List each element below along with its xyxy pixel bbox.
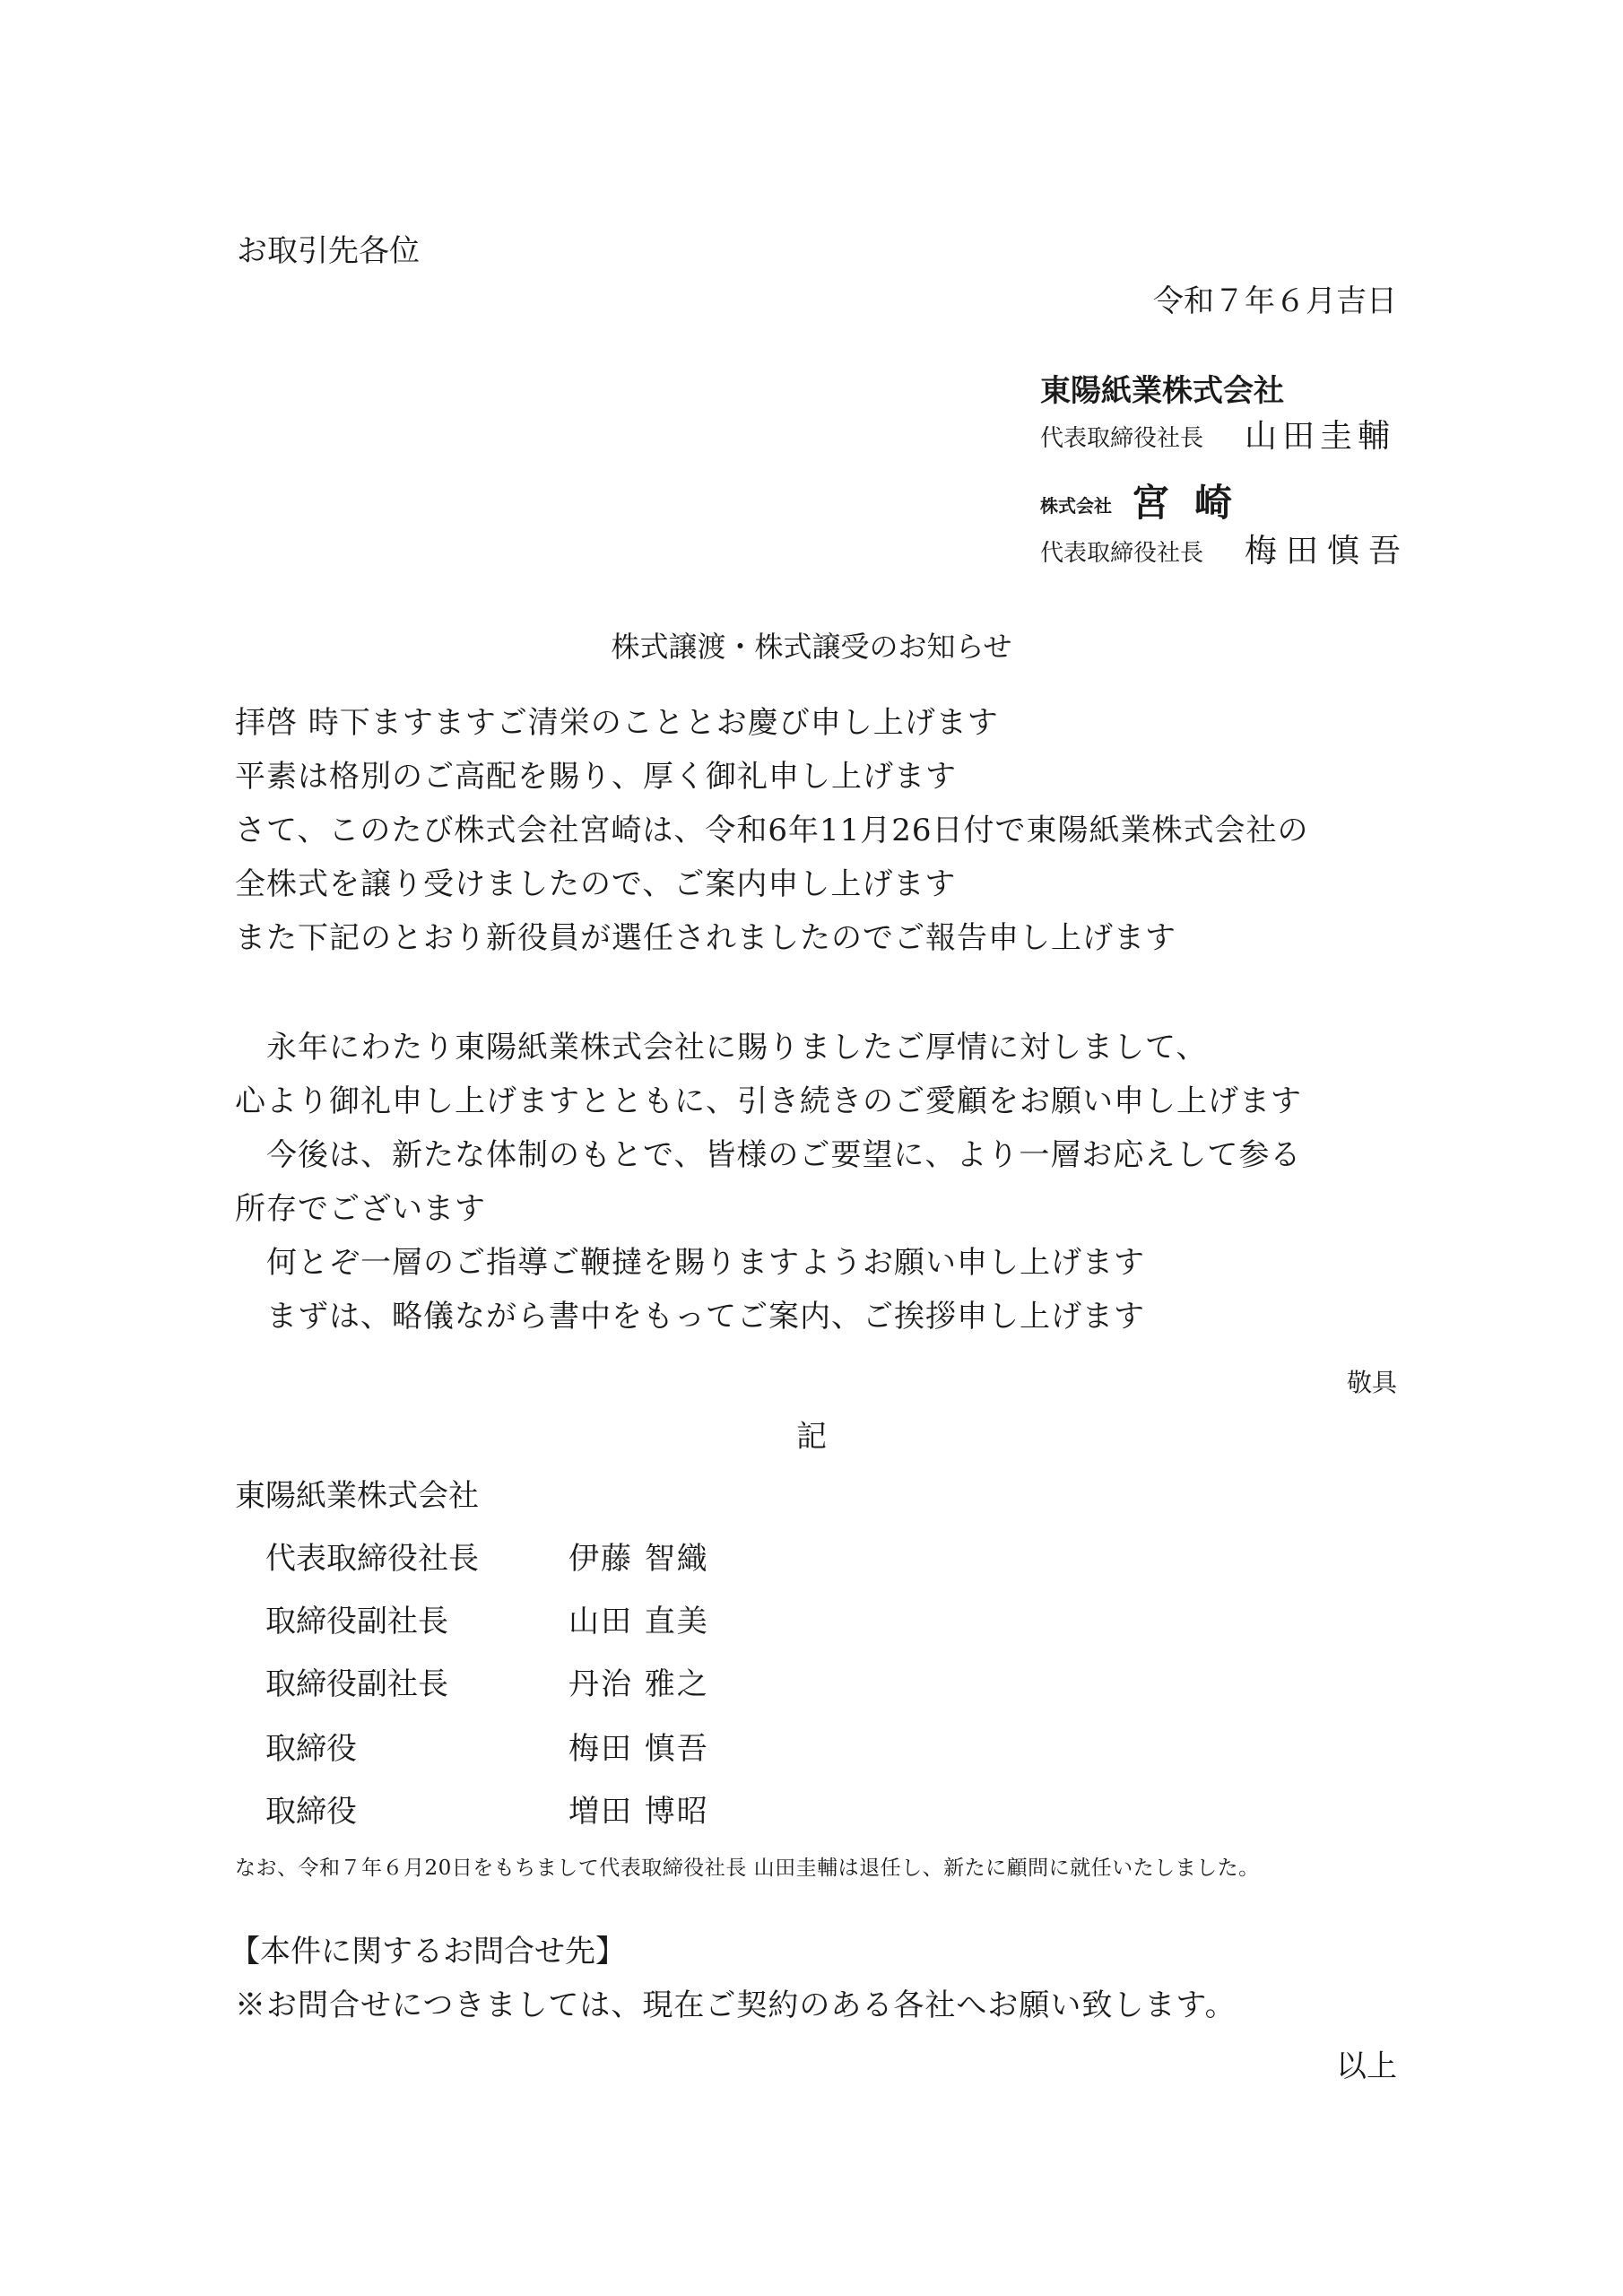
sender-2-title: 代表取締役社長 — [1040, 540, 1204, 567]
sender-1-company: 東陽紙業株式会社 — [1040, 373, 1284, 409]
sender-1-title: 代表取締役社長 — [1040, 425, 1204, 452]
body-line: 全株式を譲り受けましたので、ご案内申し上げます — [235, 866, 957, 902]
roster-name: 梅田 慎吾 — [568, 1731, 709, 1767]
body-line: まずは、略儀ながら書中をもってご案内、ご挨拶申し上げます — [235, 1299, 1145, 1335]
inquiry-text: ※お問合せにつきましては、現在ご契約のある各社へお願い致します。 — [235, 1987, 1237, 2023]
ki-heading: 記 — [796, 1419, 827, 1455]
body-line: 今後は、新たな体制のもとで、皆様のご要望に、より一層お応えして参る — [235, 1137, 1302, 1173]
roster-role: 取締役副社長 — [265, 1604, 448, 1639]
recipient-line: お取引先各位 — [237, 233, 420, 269]
retirement-note: なお、令和７年６月20日をもちまして代表取締役社長 山田圭輔は退任し、新たに顧問に就任いたしました。 — [235, 1857, 1260, 1880]
sender-2-company-name: 宮崎 — [1132, 481, 1258, 525]
closing-ijo: 以上 — [1336, 2048, 1397, 2084]
sender-1-name: 山田圭輔 — [1245, 418, 1396, 455]
body-line: また下記のとおり新役員が選任されましたのでご報告申し上げます — [235, 920, 1176, 956]
inquiry-heading: 【本件に関するお問合せ先】 — [230, 1934, 626, 1970]
body-line: 何とぞ一層のご指導ご鞭撻を賜りますようお願い申し上げます — [235, 1245, 1145, 1281]
roster-role: 取締役 — [265, 1794, 357, 1830]
body-line: 心より御礼申し上げますとともに、引き続きのご愛顧をお願い申し上げます — [235, 1083, 1302, 1119]
roster-name: 丹治 雅之 — [568, 1666, 709, 1702]
notice-title: 株式譲渡・株式譲受のお知らせ — [611, 630, 1012, 664]
body-line: さて、このたび株式会社宮崎は、令和6年11月26日付で東陽紙業株式会社の — [235, 813, 1309, 848]
sender-2-name: 梅田慎吾 — [1245, 533, 1410, 570]
body-line: 所存でございます — [235, 1191, 486, 1227]
roster-name: 伊藤 智織 — [568, 1541, 709, 1577]
roster-name: 山田 直美 — [568, 1604, 709, 1639]
sender-2-company-prefix: 株式会社 — [1040, 495, 1112, 517]
roster-name: 増田 博昭 — [568, 1794, 709, 1830]
issue-date: 令和７年６月吉日 — [1153, 283, 1397, 319]
body-line: 拝啓 時下ますますご清栄のこととお慶び申し上げます — [235, 705, 999, 741]
closing-keigu: 敬具 — [1346, 1368, 1397, 1397]
roster-company: 東陽紙業株式会社 — [235, 1478, 479, 1514]
roster-role: 取締役副社長 — [265, 1666, 448, 1702]
roster-role: 代表取締役社長 — [265, 1541, 479, 1577]
body-line: 平素は格別のご高配を賜り、厚く御礼申し上げます — [235, 759, 957, 795]
roster-role: 取締役 — [265, 1731, 357, 1767]
body-line: 永年にわたり東陽紙業株式会社に賜りましたご厚情に対しまして、 — [235, 1030, 1208, 1065]
